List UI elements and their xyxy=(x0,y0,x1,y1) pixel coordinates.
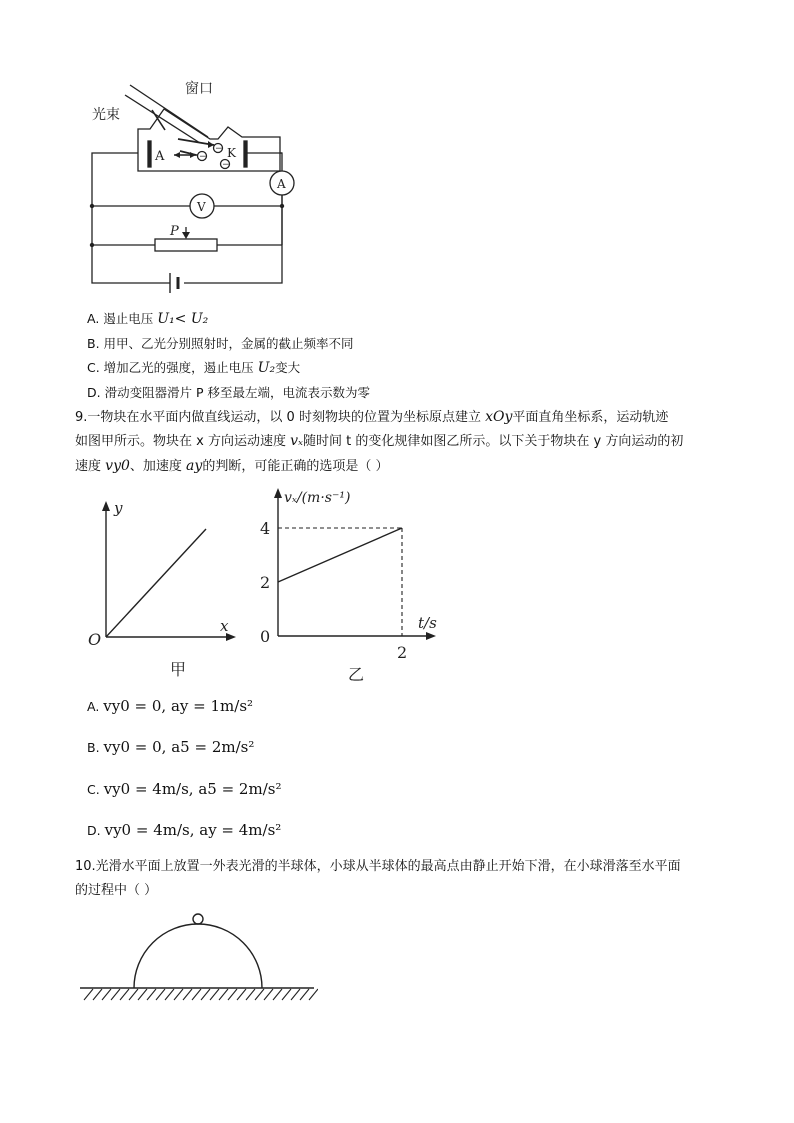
y-tick-label: 4 xyxy=(260,519,271,538)
ammeter-label: A xyxy=(277,177,286,191)
trajectory-graph xyxy=(80,495,250,685)
vx-time-chart xyxy=(250,480,460,690)
hemisphere-figure xyxy=(78,908,318,1008)
q8-option-a: A. 遏止电压 U₁< U₂ xyxy=(87,311,209,327)
small-ball xyxy=(193,914,203,924)
anode-label: A xyxy=(155,149,165,164)
y-tick-label: 0 xyxy=(260,627,271,646)
y-tick-label: 2 xyxy=(260,573,271,592)
q9-option-c: C. vy0 = 4m/s, a5 = 2m/s² xyxy=(87,780,282,798)
svg-text:−: − xyxy=(215,144,223,154)
q9-option-d: D. vy0 = 4m/s, ay = 4m/s² xyxy=(87,821,282,839)
window-label: 窗口 xyxy=(185,81,213,97)
graph-caption-yi: 乙 xyxy=(348,665,365,684)
photoelectric-circuit-figure xyxy=(80,75,310,305)
chart-x-label: t/s xyxy=(418,614,437,632)
chart-y-label: vₓ/(m·s⁻¹) xyxy=(284,490,351,506)
q10-line-2: 的过程中（ ） xyxy=(75,883,158,898)
slider-label: P xyxy=(170,224,179,239)
cathode-label: K xyxy=(227,146,236,160)
q9-line-3: 速度 vy0、加速度 ay的判断，可能正确的选项是（ ） xyxy=(75,458,389,474)
x-axis-label: x xyxy=(220,617,229,635)
svg-text:−: − xyxy=(199,152,207,162)
q10-line-1: 10.光滑水平面上放置一外表光滑的半球体，小球从半球体的最高点由静止开始下滑，在小球滑落至水平面 xyxy=(75,859,681,874)
q8-option-d: D. 滑动变阻器滑片 P 移至最左端，电流表示数为零 xyxy=(87,385,371,400)
x-tick-label: 2 xyxy=(397,643,408,662)
q8-option-c: C. 增加乙光的强度，遏止电压 U₂变大 xyxy=(87,360,301,376)
q9-line-1: 9.一物块在水平面内做直线运动，以 0 时刻物块的位置为坐标原点建立 xOy平面直角坐标系，运动轨迹 xyxy=(75,409,669,425)
origin-label: O xyxy=(88,630,102,649)
q9-option-a: A. vy0 = 0, ay = 1m/s² xyxy=(87,697,254,715)
beam-label: 光束 xyxy=(92,107,120,123)
voltmeter-label: V xyxy=(197,200,206,214)
y-axis-label: y xyxy=(114,499,123,517)
series-line-vx xyxy=(278,528,402,582)
q9-line-2: 如图甲所示。物块在 x 方向运动速度 vₓ随时间 t 的变化规律如图乙所示。以下关于物块在 y 方向运动的初 xyxy=(75,433,684,449)
svg-text:−: − xyxy=(222,160,230,170)
hemisphere xyxy=(134,924,262,988)
q9-option-b: B. vy0 = 0, a5 = 2m/s² xyxy=(87,738,255,756)
graph-caption-jia: 甲 xyxy=(170,660,187,679)
trajectory-line xyxy=(106,529,206,637)
q8-option-b: B. 用甲、乙光分别照射时，金属的截止频率不同 xyxy=(87,336,354,351)
